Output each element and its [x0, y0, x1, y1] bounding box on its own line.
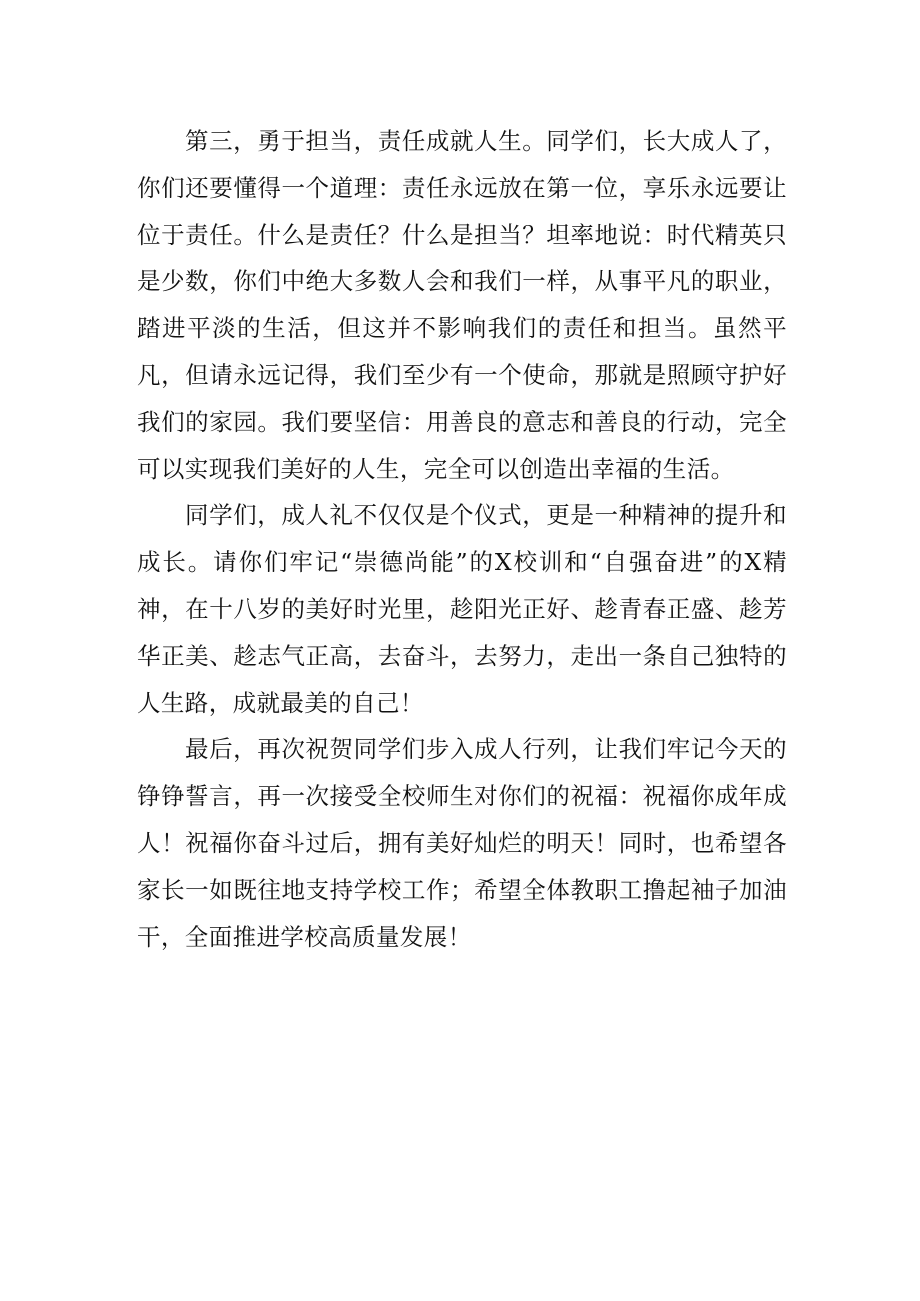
paragraph-responsibility: 第三，勇于担当，责任成就人生。同学们，长大成人了，你们还要懂得一个道理：责任永远放在第一位，享乐永远要让位于责任。什么是责任？什么是担当？坦率地说：时代精英只是少数，你们中绝大多数人会和我们一样，从事平凡的职业，踏进平淡的生活，但这并不影响我们的责任和担当。虽然平凡，但请永远记得，我们至少有一个使命，那就是照顾守护好我们的家园。我们要坚信：用善良的意志和善良的行动，完全可以实现我们美好的人生，完全可以创造出幸福的生活。	[137, 127, 787, 483]
paragraph-closing-blessing: 最后，再次祝贺同学们步入成人行列，让我们牢记今天的铮铮誓言，再一次接受全校师生对你们的祝福：祝福你成年成人！祝福你奋斗过后，拥有美好灿烂的明天！同时，也希望各家长一如既往地支持学校工作；希望全体教职工撸起袖子加油干，全面推进学校高质量发展！	[137, 735, 787, 951]
paragraph-coming-of-age: 同学们，成人礼不仅仅是个仪式，更是一种精神的提升和成长。请你们牢记“崇德尚能”的X校训和“自强奋进”的X精神，在十八岁的美好时光里，趁阳光正好、趁青春正盛、趁芳华正美、趁志气正高，去奋斗，去努力，走出一条自己独特的人生路，成就最美的自己！	[137, 501, 787, 717]
document-body	[137, 118, 787, 960]
